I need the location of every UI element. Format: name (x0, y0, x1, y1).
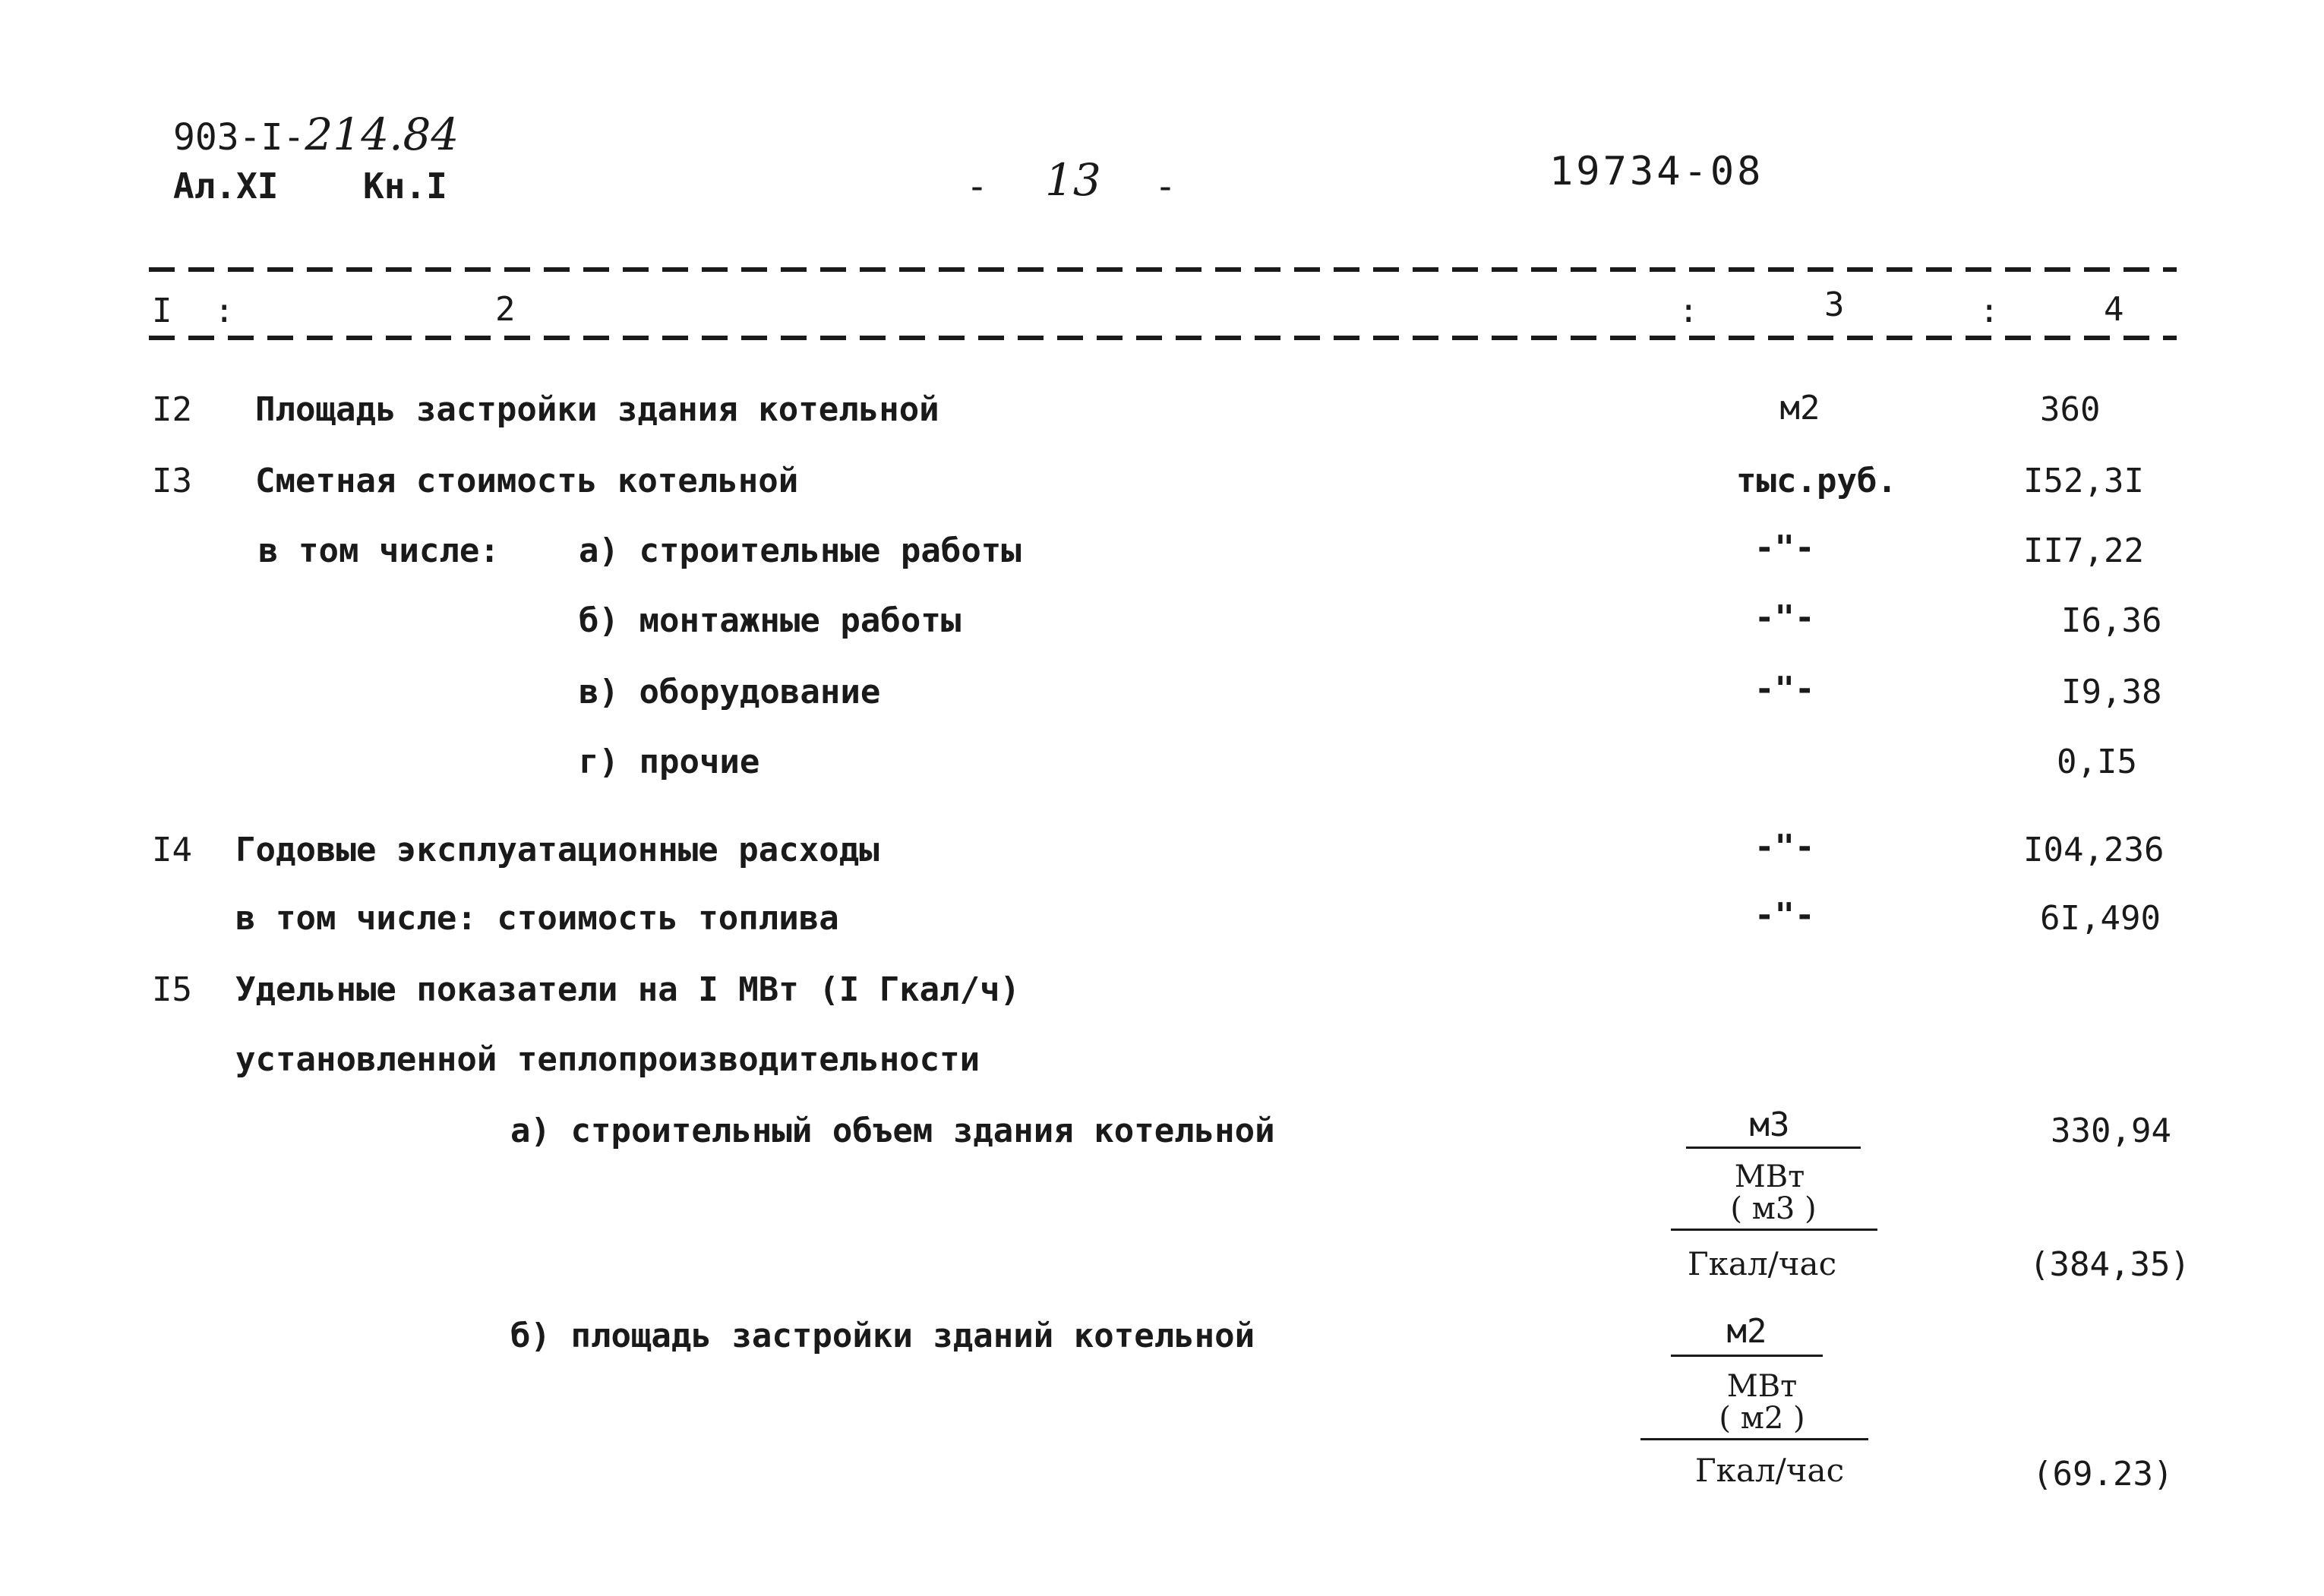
album-label: Ал.XI (173, 166, 279, 207)
unit-numerator-alt: ( м2 ) (1719, 1401, 1805, 1436)
subrow-unit: -"- (1754, 896, 1815, 935)
subrow-description: б) площадь застройки зданий котельной (510, 1317, 1255, 1355)
subrow-unit: -"- (1754, 598, 1815, 637)
column-3-header: 3 (1824, 285, 1845, 324)
column-separator: : (1678, 292, 1699, 330)
fraction-line (1671, 1355, 1823, 1357)
row-number: I2 (152, 390, 192, 429)
column-1-header: I (152, 292, 172, 330)
subrow-description: а) строительный объем здания котельной (510, 1112, 1275, 1150)
subrow-unit: -"- (1754, 670, 1815, 708)
column-separator: : (1979, 292, 2000, 330)
row-unit: тыс.руб. (1736, 462, 1897, 500)
row-description-continued: установленной теплопроизводительности (235, 1040, 980, 1079)
subrow-prefix: в том числе: (258, 531, 500, 570)
unit-numerator-alt: ( м3 ) (1730, 1191, 1817, 1226)
subrow-description: а) строительные работы (579, 531, 1021, 570)
subrow-value: 6I,490 (2040, 899, 2161, 938)
row-value: I04,236 (2023, 831, 2165, 869)
subrow-description: в) оборудование (579, 673, 881, 711)
divider-bottom (149, 336, 2177, 340)
page-dash-left: - (966, 166, 988, 208)
subrow-description: г) прочие (579, 743, 760, 781)
fraction-line (1686, 1147, 1861, 1149)
book-label: Кн.I (363, 166, 447, 207)
unit-numerator: м2 (1726, 1312, 1767, 1351)
row-description: Удельные показатели на I МВт (I Гкал/ч) (235, 970, 1021, 1009)
subrow-value-alt: (384,35) (2029, 1245, 2190, 1284)
registration-number: 19734-08 (1549, 149, 1764, 194)
divider-top (149, 267, 2177, 272)
column-2-header: 2 (495, 290, 516, 329)
subrow-value-alt: (69.23) (2032, 1455, 2174, 1493)
subrow-value: 0,I5 (2057, 743, 2137, 781)
column-separator: : (214, 292, 235, 330)
subrow-value: II7,22 (2023, 531, 2144, 570)
page-number: 13 (1045, 154, 1101, 206)
column-4-header: 4 (2104, 290, 2124, 329)
unit-numerator: м3 (1749, 1106, 1790, 1144)
row-unit: м2 (1779, 389, 1820, 427)
row-value: I52,3I (2023, 462, 2144, 500)
row-number: I5 (152, 970, 192, 1009)
subrow-description: б) монтажные работы (579, 601, 961, 640)
document-code-handwritten: 214.84 (305, 109, 459, 160)
fraction-line (1671, 1229, 1877, 1231)
unit-denominator-alt: Гкал/час (1687, 1245, 1837, 1282)
subrow-value: 330,94 (2051, 1112, 2171, 1150)
row-description: Годовые эксплуатационные расходы (235, 831, 879, 869)
row-number: I3 (152, 462, 192, 500)
document-code (173, 109, 459, 160)
fraction-line (1640, 1438, 1868, 1440)
row-number: I4 (152, 831, 192, 869)
subrow-unit: -"- (1754, 528, 1815, 567)
row-description: Площадь застройки здания котельной (255, 390, 939, 429)
subrow-description: в том числе: стоимость топлива (235, 899, 839, 938)
page-dash-right: - (1154, 166, 1176, 208)
row-unit: -"- (1754, 828, 1815, 866)
unit-denominator: МВт (1726, 1369, 1798, 1404)
subrow-value: I9,38 (2061, 673, 2162, 711)
unit-denominator: МВт (1734, 1159, 1805, 1194)
row-value: 360 (2040, 390, 2101, 429)
row-description: Сметная стоимость котельной (255, 462, 799, 500)
subrow-value: I6,36 (2061, 601, 2162, 640)
document-code-printed: 903-I- (173, 116, 305, 159)
unit-denominator-alt: Гкал/час (1694, 1452, 1845, 1489)
